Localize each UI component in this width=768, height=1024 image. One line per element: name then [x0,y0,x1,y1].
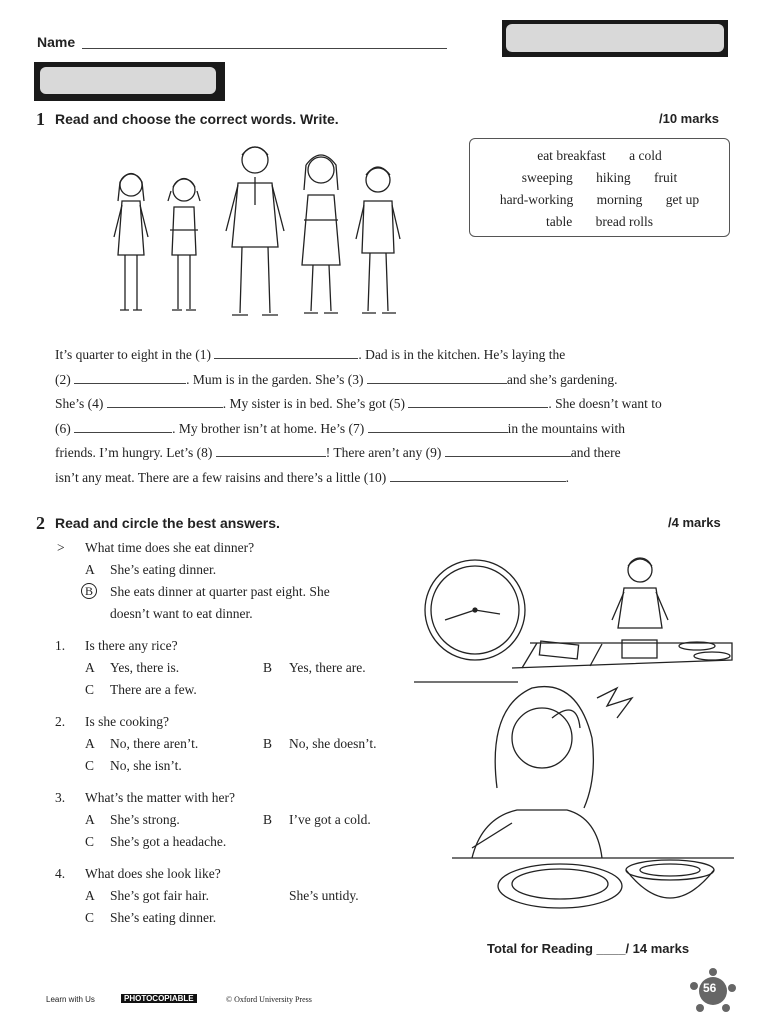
option-text: No, she doesn’t. [289,736,377,751]
page-number: 56 [703,981,717,995]
option-letter[interactable]: A [85,562,95,577]
option-text: No, there aren’t. [110,736,199,751]
section2-number: 2 [36,513,45,533]
section1-title: Read and choose the correct words. Write. [55,111,339,127]
option-text: She’s eating dinner. [110,562,217,577]
option-text: doesn’t want to eat dinner. [110,606,253,621]
option-text: Yes, there is. [110,660,180,675]
word-option: eat breakfast [537,148,606,163]
example-question: What time does she eat dinner? [85,540,255,555]
option-letter[interactable]: C [85,758,95,773]
option-text: She’s got fair hair. [110,888,209,903]
option-text: There are a few. [110,682,197,697]
kitchen-illustration [412,548,734,913]
option-letter[interactable]: B [263,736,273,751]
answer-blank-5[interactable] [408,394,548,408]
option-letter[interactable]: A [85,736,95,751]
option-text: No, she isn’t. [110,758,182,773]
question-number: 1. [55,638,66,653]
answer-blank-9[interactable] [445,443,571,457]
option-text: She’s eating dinner. [110,910,217,925]
option-letter[interactable]: C [85,682,95,697]
class-box [502,20,728,57]
option-letter[interactable]: C [85,834,95,849]
example-marker: > [57,540,65,555]
word-option: fruit [654,170,678,185]
option-text: I’ve got a cold. [289,812,371,827]
option-text: Yes, there are. [289,660,366,675]
option-letter-circled[interactable]: B [81,583,97,599]
word-option: morning [596,192,643,207]
option-letter[interactable]: A [85,812,95,827]
question-text: Is she cooking? [85,714,169,729]
question-number: 3. [55,790,66,805]
clock-icon [425,560,525,660]
word-option: bread rolls [595,214,653,229]
footer-learn: Learn with Us [46,995,95,1004]
word-option: get up [665,192,700,207]
word-option: table [546,214,573,229]
option-text: She’s strong. [110,812,180,827]
name-label: Name [37,34,76,50]
option-text: She’s untidy. [289,888,359,903]
option-text: She eats dinner at quarter past eight. She [110,584,330,599]
section1-marks: /10 marks [659,111,719,126]
photocopiable-badge: PHOTOCOPIABLE [121,994,197,1003]
word-box [469,138,730,237]
question-text: Is there any rice? [85,638,178,653]
footer-copyright: © Oxford University Press [226,995,312,1004]
question-text: What’s the matter with her? [85,790,235,805]
option-letter[interactable]: B [263,660,273,675]
word-option: hiking [596,170,631,185]
total-for-reading: Total for Reading ____/ 14 marks [487,941,690,956]
section2-marks: /4 marks [668,515,721,530]
option-letter[interactable]: C [85,910,95,925]
question-number: 2. [55,714,66,729]
section2-title: Read and circle the best answers. [55,515,280,531]
option-letter[interactable]: A [85,660,95,675]
option-text: She’s got a headache. [110,834,227,849]
option-letter[interactable]: B [263,812,273,827]
word-option: hard-working [499,192,574,207]
word-option: a cold [629,148,662,163]
section1-number: 1 [36,109,45,129]
passage: It’s quarter to eight in the (1) . Dad is in the kitchen. He’s laying the (2) . Mum is in the garden. She’s (3) and she’s gardening. She’s (4) . My sister is in bed. She’s got (5) . She doesn’t want to (6) . My brother isn’t at home. He’s (7) in the mountains with friends. I’m hungry. Let’s (8) ! There aren’t any (9) and there isn’t any meat. There are a few raisins and there’s a little (10) . [55,347,662,485]
question-text: What does she look like? [85,866,221,881]
option-letter[interactable]: A [85,888,95,903]
word-option: sweeping [521,170,573,185]
question-number: 4. [55,866,66,881]
